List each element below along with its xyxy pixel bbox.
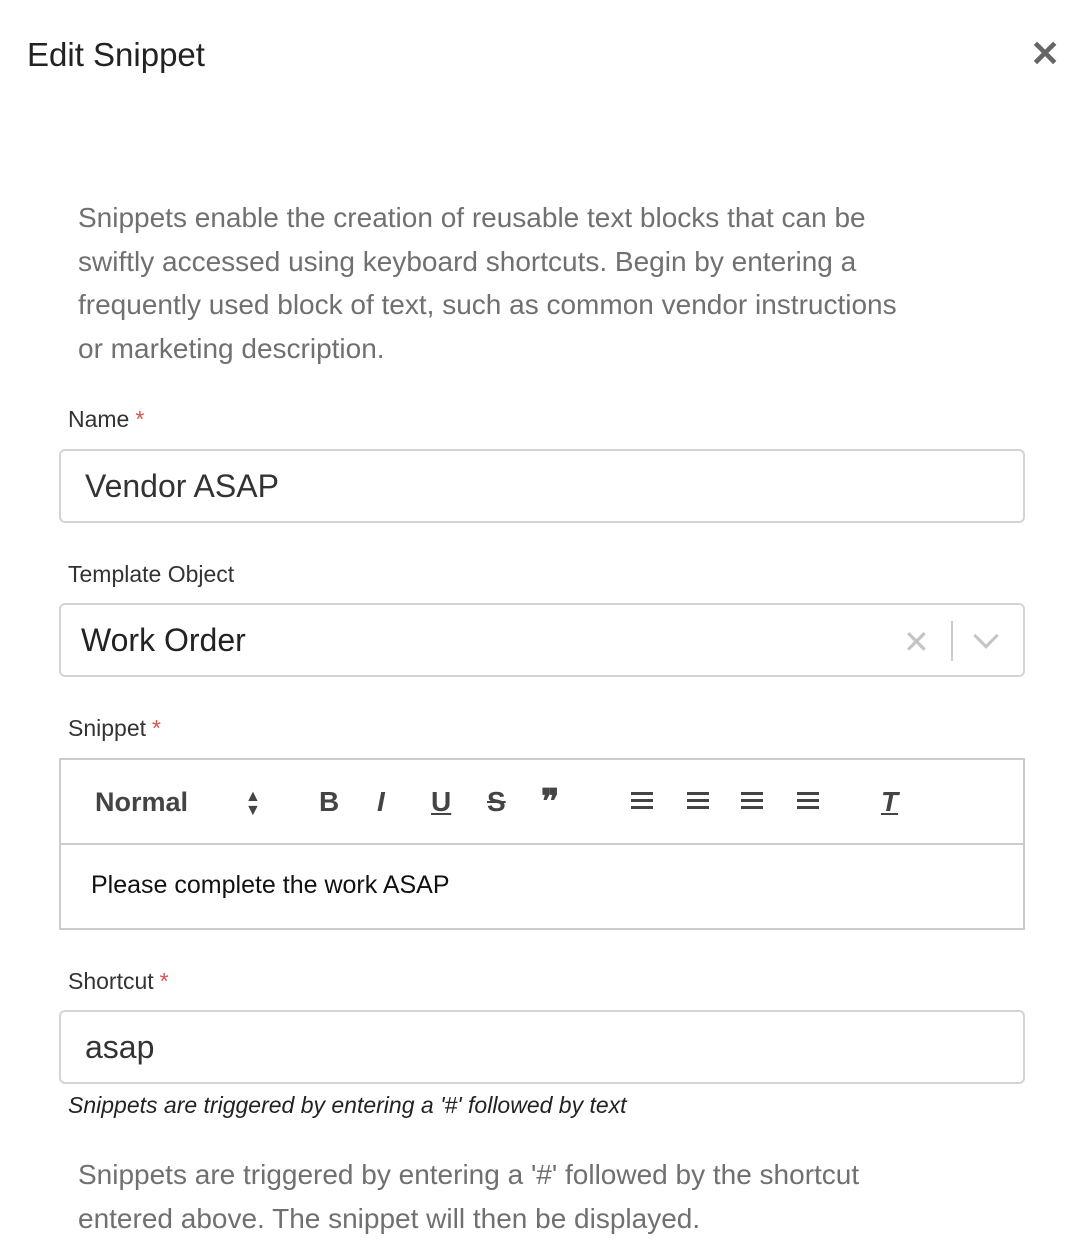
template-object-value: Work Order	[81, 621, 246, 658]
bullet-list-icon[interactable]	[679, 788, 709, 809]
template-object-label: Template Object	[68, 561, 235, 587]
snippet-label-text: Snippet	[68, 715, 147, 741]
shortcut-label-text: Shortcut	[68, 968, 154, 994]
required-marker: *	[152, 715, 161, 741]
footer-text	[78, 1153, 998, 1240]
description-line: swiftly accessed using keyboard shortcuts. Begin by entering a	[78, 245, 857, 277]
shortcut-label	[68, 968, 169, 995]
close-icon[interactable]: ✕	[1030, 33, 1061, 74]
italic-icon[interactable]: I	[377, 786, 385, 817]
editor-toolbar	[61, 760, 1023, 845]
name-label	[68, 406, 144, 433]
indent-icon[interactable]	[789, 788, 819, 809]
name-input[interactable]: Vendor ASAP	[59, 449, 1025, 523]
clear-icon[interactable]: ✕	[903, 624, 930, 660]
template-object-select[interactable]	[59, 603, 1025, 677]
description-line: frequently used block of text, such as common vendor instructions	[78, 289, 897, 320]
required-marker: *	[159, 968, 169, 994]
bold-icon[interactable]: B	[319, 786, 340, 817]
format-select-arrows-icon[interactable]: ▲ ▼	[245, 788, 261, 819]
chevron-down-icon[interactable]	[973, 623, 998, 648]
description-line: Snippets enable the creation of reusable text blocks that can be	[78, 202, 866, 233]
snippet-editor	[59, 758, 1025, 930]
snippet-content[interactable]: Please complete the work ASAP	[91, 871, 450, 899]
footer-line: entered above. The snippet will then be displayed.	[78, 1202, 701, 1234]
clear-format-icon[interactable]: T	[881, 786, 899, 817]
underline-icon[interactable]: U	[431, 786, 452, 817]
required-marker: *	[135, 406, 145, 432]
dialog-title: Edit Snippet	[27, 36, 205, 73]
strike-icon[interactable]: S	[487, 786, 506, 817]
snippet-label	[68, 715, 161, 742]
shortcut-input[interactable]: asap	[59, 1010, 1025, 1084]
footer-line: Snippets are triggered by entering a '#' followed by the shortcut	[78, 1159, 860, 1190]
name-label-text: Name	[68, 406, 130, 432]
ordered-list-icon[interactable]	[623, 788, 653, 809]
description-line: or marketing description.	[78, 332, 385, 364]
format-select[interactable]: Normal	[95, 787, 189, 817]
select-separator	[951, 621, 953, 661]
blockquote-icon[interactable]: ❞	[541, 783, 560, 821]
outdent-icon[interactable]	[733, 788, 763, 809]
shortcut-hint: Snippets are triggered by entering a '#' followed by text	[68, 1092, 627, 1118]
description	[78, 196, 998, 370]
